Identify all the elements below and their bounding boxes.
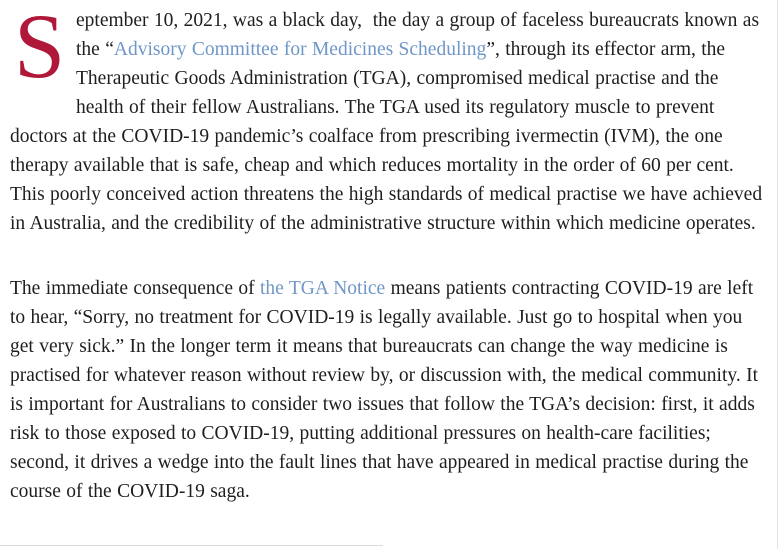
paragraph-1 — [10, 0, 770, 238]
tga-notice-link[interactable]: the TGA Notice — [259, 278, 386, 299]
next-section-divider — [0, 545, 383, 546]
paragraph-1-text: eptember 10, 2021, was a black day, the day a group of faceless bureaucrats known as the “Advisory Committee for Medicines Scheduling”, through its effector arm, the Therapeutic Goods Administration (TGA), compromised medical practise and the health of their fellow Australians. The TGA used its regulatory muscle to prevent doctors at the COVID-19 pandemic’s coalface from prescribing ivermectin (IVM), the one therapy available that is safe, cheap and which reduces mortality in the order of 60 per cent. This poorly conceived action threatens the high standards of medical practise we have achieved in Australia, and the credibility of the administrative structure within which medicine operates. — [10, 10, 763, 234]
window-edge-line — [777, 0, 778, 549]
paragraph-2 — [10, 274, 770, 506]
drop-cap: S — [14, 0, 66, 97]
advisory-committee-link[interactable]: Advisory Committee for Medicines Scheduling — [113, 39, 487, 60]
paragraph-2-text: The immediate consequence of the TGA Notice means patients contracting COVID-19 are left to hear, “Sorry, no treatment for COVID-19 is legally available. Just go to hospital when you get very sick.” In the longer term it means that bureaucrats can change the way medicine is practised for whatever reason without review by, or discussion with, the medical community. It is important for Australians to consider two issues that follow the TGA’s decision: first, it adds risk to those exposed to COVID-19, putting additional pressures on health-care facilities; second, it drives a wedge into the fault lines that have appeared in medical practise during the course of the COVID-19 saga. — [10, 278, 759, 502]
